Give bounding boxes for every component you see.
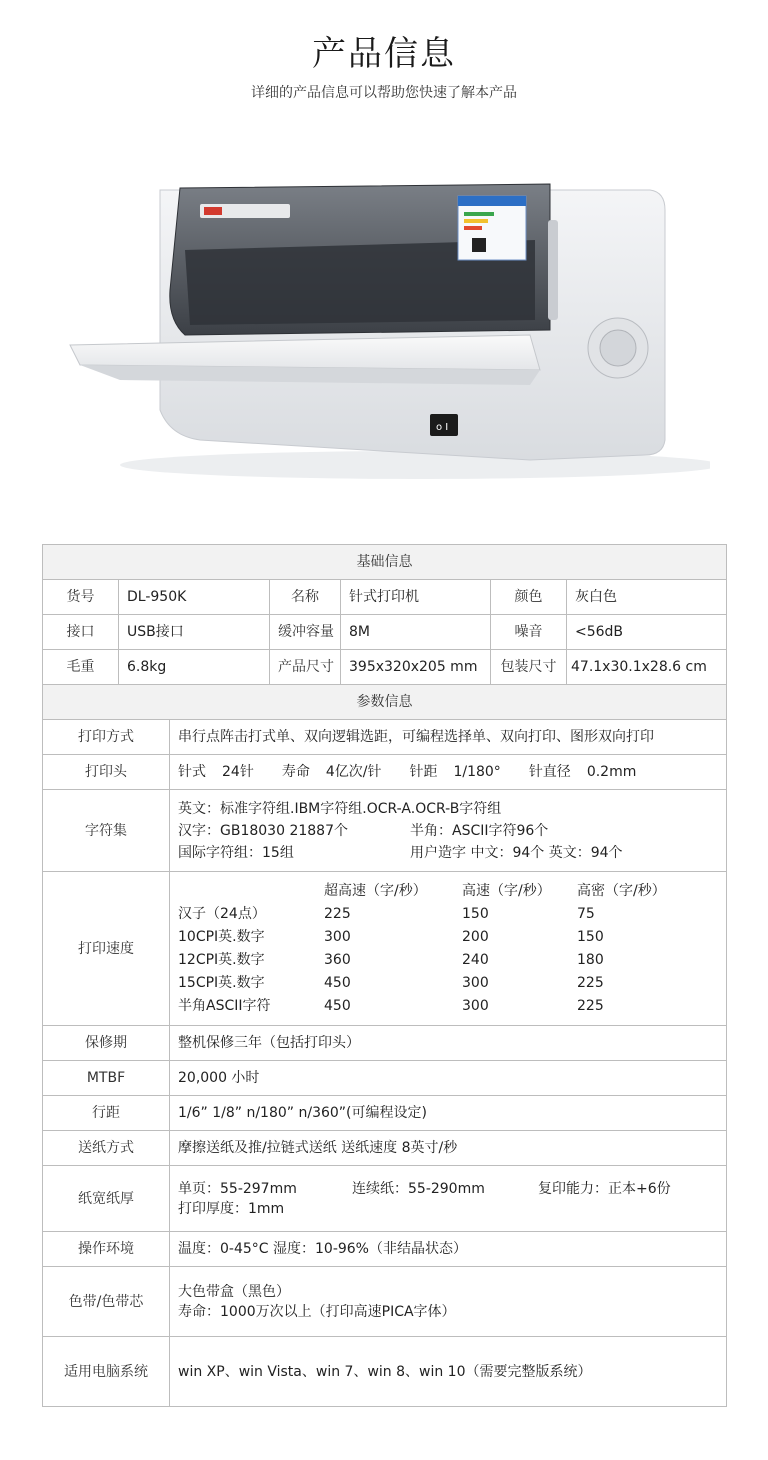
- field-label: 字符集: [43, 790, 170, 872]
- page-subtitle: 详细的产品信息可以帮助您快速了解本产品: [251, 85, 517, 101]
- field-label: 操作环境: [43, 1232, 170, 1267]
- field-label: 适用电脑系统: [43, 1337, 170, 1407]
- field-label: 行距: [43, 1096, 170, 1131]
- field-value: <56dB: [567, 615, 727, 650]
- field-label: 货号: [43, 580, 119, 615]
- field-value: 摩擦送纸及推/拉链式送纸 送纸速度 8英寸/秒: [170, 1131, 727, 1166]
- section-params-info: 参数信息: [43, 685, 727, 720]
- field-value: 8M: [341, 615, 491, 650]
- table-row: [43, 1267, 727, 1337]
- field-value: 大色带盒（黑色） 寿命：1000万次以上（打印高速PICA字体）: [170, 1267, 727, 1337]
- field-value: 47.1x30.1x28.6 cm: [567, 650, 727, 685]
- table-row: [43, 1061, 727, 1096]
- table-row: [43, 580, 727, 615]
- field-value: win XP、win Vista、win 7、win 8、win 10（需要完整版系统）: [170, 1337, 727, 1407]
- page-title: 产品信息: [312, 34, 456, 74]
- field-label: 送纸方式: [43, 1131, 170, 1166]
- field-value: 英文：标准字符组.IBM字符组.OCR-A.OCR-B字符组 汉字：GB18030 21887个 半角：ASCII字符96个 国际字符组：15组 用户造字 中文：94个 英文：94个: [170, 790, 727, 872]
- speed-grid: 超高速（字/秒） 高速（字/秒） 高密（字/秒） 汉子（24点） 225 150 75 10CPI英.数字 300 200 150 12CPI英.数字 360 240 180 15CPI英.数字 450 300 225 半角ASCII字符 450 300 225: [170, 872, 727, 1026]
- field-label: 打印方式: [43, 720, 170, 755]
- field-label: 打印速度: [43, 872, 170, 1026]
- field-value: 针式打印机: [341, 580, 491, 615]
- field-label: 纸宽纸厚: [43, 1166, 170, 1232]
- field-value: 温度：0-45°C 湿度：10-96%（非结晶状态）: [170, 1232, 727, 1267]
- field-label: 颜色: [491, 580, 567, 615]
- field-label: 名称: [270, 580, 341, 615]
- field-label: 噪音: [491, 615, 567, 650]
- table-row: [43, 872, 727, 1026]
- field-value: 整机保修三年（包括打印头）: [170, 1026, 727, 1061]
- field-value: DL-950K: [119, 580, 270, 615]
- product-spec-table: [42, 544, 727, 1407]
- field-label: 色带/色带芯: [43, 1267, 170, 1337]
- printer-product-image: [60, 170, 710, 500]
- field-label: 打印头: [43, 755, 170, 790]
- field-label: 产品尺寸: [270, 650, 341, 685]
- field-value: 1/6” 1/8” n/180” n/360”(可编程设定): [170, 1096, 727, 1131]
- field-value: 6.8kg: [119, 650, 270, 685]
- field-label: 保修期: [43, 1026, 170, 1061]
- field-label: MTBF: [43, 1061, 170, 1096]
- table-row: [43, 755, 727, 790]
- table-row: [43, 1232, 727, 1267]
- table-row: [43, 790, 727, 872]
- table-row: [43, 720, 727, 755]
- field-value: 针式 24针 寿命 4亿次/针 针距 1/180° 针直径 0.2mm: [170, 755, 727, 790]
- field-label: 接口: [43, 615, 119, 650]
- field-value: 单页：55-297mm 连续纸：55-290mm 复印能力：正本+6份 打印厚度：1mm: [170, 1166, 727, 1232]
- table-row: [43, 1131, 727, 1166]
- field-value: 串行点阵击打式单、双向逻辑选距，可编程选择单、双向打印、图形双向打印: [170, 720, 727, 755]
- field-value: 20,000 小时: [170, 1061, 727, 1096]
- svg-text:o I: o I: [436, 422, 449, 433]
- table-row: [43, 1337, 727, 1407]
- field-label: 毛重: [43, 650, 119, 685]
- field-value: 灰白色: [567, 580, 727, 615]
- table-row: [43, 1096, 727, 1131]
- table-row: [43, 650, 727, 685]
- table-row: [43, 615, 727, 650]
- field-value: 395x320x205 mm: [341, 650, 491, 685]
- field-label: 包装尺寸: [491, 650, 567, 685]
- field-label: 缓冲容量: [270, 615, 341, 650]
- field-value: USB接口: [119, 615, 270, 650]
- section-basic-info: 基础信息: [43, 545, 727, 580]
- table-row: [43, 1166, 727, 1232]
- table-row: [43, 1026, 727, 1061]
